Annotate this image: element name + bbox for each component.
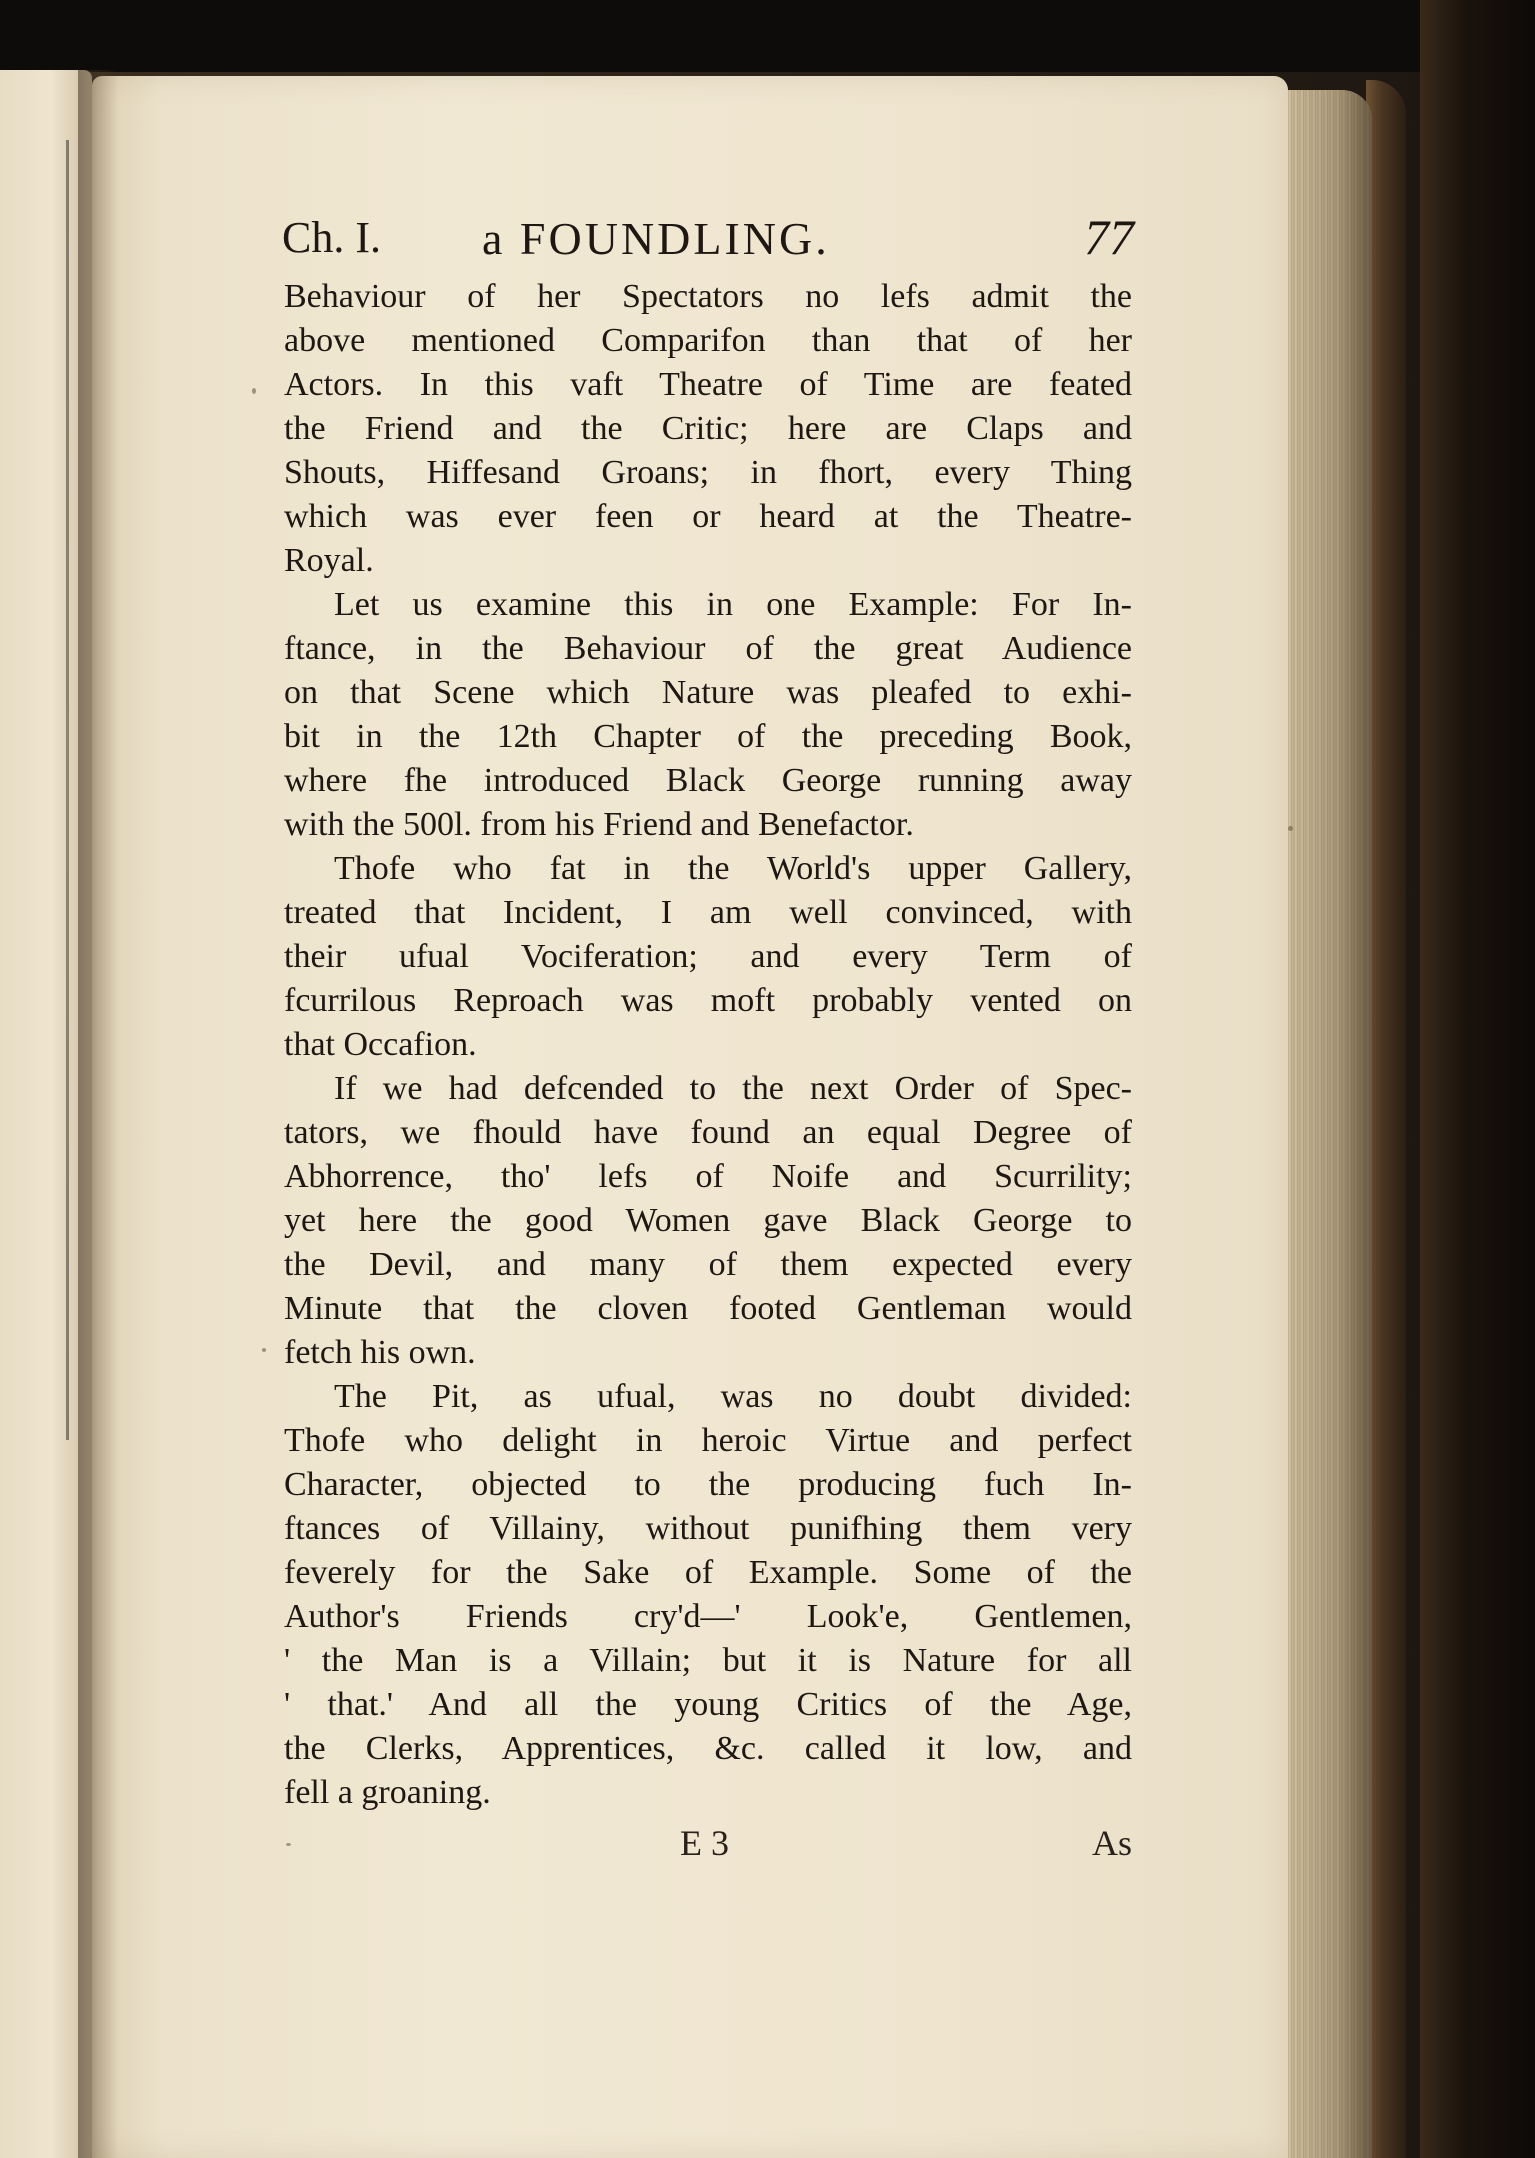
text-line: the Clerks, Apprentices, &c. called it low, and (284, 1730, 1132, 1767)
text-line: Shouts, Hiffesand Groans; in fhort, every Thing (284, 454, 1132, 491)
background-right (1420, 0, 1535, 2158)
page-footer (284, 1822, 1132, 1872)
text-line: fell a groaning. (284, 1774, 491, 1811)
running-title: a FOUNDLING. (482, 213, 830, 264)
text-line: Actors. In this vaft Theatre of Time are feated (284, 366, 1132, 403)
running-head (282, 209, 1134, 272)
text-line: above mentioned Comparifon than that of her (284, 322, 1132, 359)
text-line: their ufual Vociferation; and every Term of (284, 938, 1132, 975)
text-line: with the 500l. from his Friend and Benefactor. (284, 806, 914, 843)
text-line: feverely for the Sake of Example. Some of the (284, 1554, 1132, 1591)
text-line: If we had defcended to the next Order of Spec- (334, 1070, 1132, 1107)
text-line: ' the Man is a Villain; but it is Nature for all (284, 1642, 1132, 1679)
text-line: which was ever feen or heard at the Theatre- (284, 498, 1132, 535)
text-line: tators, we fhould have found an equal Degree of (284, 1114, 1132, 1151)
background-top (0, 0, 1535, 72)
text-line: treated that Incident, I am well convinced, with (284, 894, 1132, 931)
catchword: As (1091, 1823, 1132, 1863)
text-line: bit in the 12th Chapter of the preceding Book, (284, 718, 1132, 755)
text-line: the Friend and the Critic; here are Claps and (284, 410, 1132, 447)
text-line: The Pit, as ufual, was no doubt divided: (334, 1378, 1132, 1415)
text-line: fcurrilous Reproach was moft probably vented on (284, 982, 1132, 1019)
text-line: the Devil, and many of them expected every (284, 1246, 1132, 1283)
text-line: yet here the good Women gave Black George to (284, 1202, 1132, 1239)
text-line: ftances of Villainy, without punifhing them very (284, 1510, 1132, 1547)
text-line: Author's Friends cry'd—' Look'e, Gentlemen, (284, 1598, 1132, 1635)
chapter-label: Ch. I. (282, 213, 381, 262)
paper-speck (1288, 826, 1293, 831)
text-line: Thofe who fat in the World's upper Gallery, (334, 850, 1132, 887)
paper-speck (252, 388, 256, 394)
text-line: ftance, in the Behaviour of the great Audience (284, 630, 1132, 667)
verso-page-rule (66, 140, 69, 1440)
text-line: Royal. (284, 542, 374, 579)
paper-speck (262, 1348, 266, 1352)
text-line: Behaviour of her Spectators no lefs admit the (284, 278, 1132, 315)
text-line: Let us examine this in one Example: For In- (334, 586, 1132, 623)
signature-mark: E 3 (680, 1823, 729, 1863)
page-number: 77 (1084, 209, 1134, 265)
text-line: Minute that the cloven footed Gentleman would (284, 1290, 1132, 1327)
text-line: Abhorrence, tho' lefs of Noife and Scurrility; (284, 1158, 1132, 1195)
book-cover-edge (1366, 80, 1406, 2158)
text-line: where fhe introduced Black George running away (284, 762, 1132, 799)
text-line: ' that.' And all the young Critics of the Age, (284, 1686, 1132, 1723)
text-line: Thofe who delight in heroic Virtue and perfect (284, 1422, 1132, 1459)
text-line: that Occafion. (284, 1026, 477, 1063)
paper-speck (286, 1843, 291, 1846)
text-line: Character, objected to the producing fuch In- (284, 1466, 1132, 1503)
gutter-shadow (78, 70, 118, 2158)
text-line: fetch his own. (284, 1334, 476, 1371)
page-fore-edge-shade (1286, 90, 1372, 2158)
text-line: on that Scene which Nature was pleafed to exhi- (284, 674, 1132, 711)
